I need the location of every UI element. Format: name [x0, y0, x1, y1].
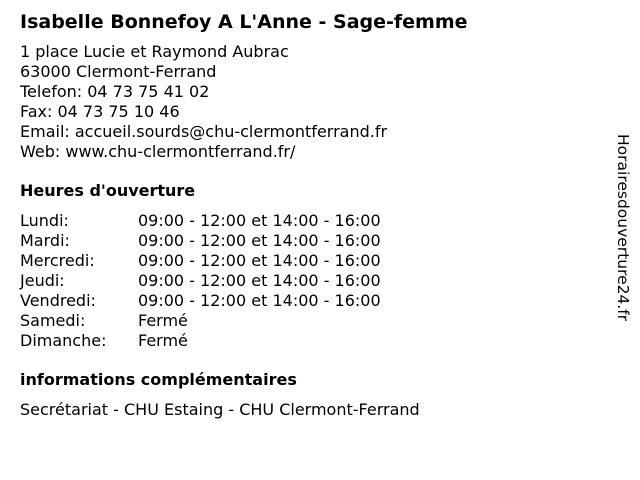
day-label: Mardi:: [20, 231, 70, 250]
hours-row-sunday: [20, 331, 605, 351]
day-hours: 09:00 - 12:00 et 14:00 - 16:00: [138, 211, 381, 230]
address-city: 63000 Clermont-Ferrand: [20, 62, 217, 81]
address-street: 1 place Lucie et Raymond Aubrac: [20, 42, 289, 61]
day-hours: 09:00 - 12:00 et 14:00 - 16:00: [138, 291, 381, 310]
opening-hours-table: [20, 211, 605, 351]
day-hours: Fermé: [138, 331, 188, 350]
day-label: Lundi:: [20, 211, 69, 230]
business-card: [20, 9, 605, 420]
contact-details: [20, 42, 605, 162]
hours-row-thursday: [20, 271, 605, 291]
day-label: Samedi:: [20, 311, 86, 330]
additional-info-text: Secrétariat - CHU Estaing - CHU Clermont-Ferrand: [20, 400, 420, 419]
hours-row-wednesday: [20, 251, 605, 271]
hours-row-monday: [20, 211, 605, 231]
day-label: Vendredi:: [20, 291, 96, 310]
hours-row-friday: [20, 291, 605, 311]
hours-row-saturday: [20, 311, 605, 331]
day-hours: 09:00 - 12:00 et 14:00 - 16:00: [138, 271, 381, 290]
hours-row-tuesday: [20, 231, 605, 251]
site-watermark: Horairesdouverture24.fr: [614, 134, 632, 322]
email-address: Email: accueil.sourds@chu-clermontferrand.fr: [20, 122, 388, 141]
day-hours: Fermé: [138, 311, 188, 330]
opening-hours-heading: Heures d'ouverture: [20, 181, 196, 200]
website-address: Web: www.chu-clermontferrand.fr/: [20, 142, 296, 161]
day-hours: 09:00 - 12:00 et 14:00 - 16:00: [138, 231, 381, 250]
fax-number: Fax: 04 73 75 10 46: [20, 102, 180, 121]
day-label: Mercredi:: [20, 251, 95, 270]
day-label: Dimanche:: [20, 331, 107, 350]
day-hours: 09:00 - 12:00 et 14:00 - 16:00: [138, 251, 381, 270]
additional-info-heading: informations complémentaires: [20, 370, 297, 389]
business-name: Isabelle Bonnefoy A L'Anne - Sage-femme: [20, 11, 468, 33]
phone-number: Telefon: 04 73 75 41 02: [20, 82, 210, 101]
day-label: Jeudi:: [20, 271, 65, 290]
